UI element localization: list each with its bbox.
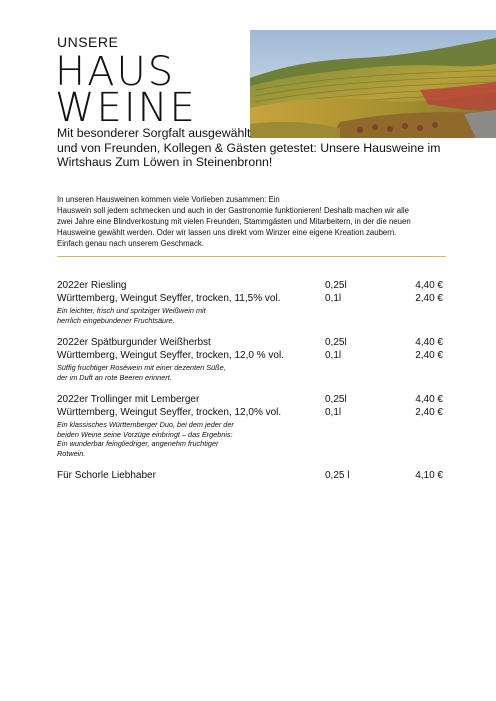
- desc-line: beiden Weine seine Vorzüge einbringt – das Ergebnis:: [57, 429, 233, 439]
- desc-line: der im Duft an rote Beeren erinnert.: [57, 372, 172, 382]
- body-line: In unseren Hausweinen kommen viele Vorlieben zusammen: Ein: [57, 195, 280, 204]
- schorle-name: Für Schorle Liebhaber: [57, 470, 156, 481]
- body-line: zwei Jahre eine Blindverkostung mit vielen Freunden, Stammgästen und Mitarbeitern, in der die neuen: [57, 217, 411, 226]
- wine-price: 2,40 €: [415, 293, 443, 304]
- wine-volume: 0,25l: [325, 394, 347, 405]
- wine-description: [57, 420, 447, 458]
- wine-entry-trollinger: [57, 393, 447, 458]
- body-line: Hausweine gewählt werden. Oder wir lassen uns direkt vom Winzer eine eigene Kreation zaubern.: [57, 228, 397, 237]
- desc-line: Ein leichter, frisch und spritziger Weißwein mit: [57, 306, 206, 315]
- wine-name: 2022er Riesling: [57, 280, 127, 291]
- wine-volume: 0,1l: [325, 350, 342, 361]
- desc-line: Süffig fruchtiger Roséwein mit einer dezenten Süße,: [57, 363, 226, 372]
- intro-line: Wirtshaus Zum Löwen in Steinenbronn!: [57, 155, 273, 169]
- intro-line: und von Freunden, Kollegen & Gästen getestet: Unsere Hausweine im: [57, 140, 441, 155]
- wine-description: [57, 363, 447, 382]
- desc-line: herrlich eingebundener Fruchtsäure.: [57, 315, 175, 325]
- wine-name: 2022er Spätburgunder Weißherbst: [57, 337, 211, 348]
- wine-volume: 0,25l: [325, 280, 347, 291]
- wine-detail: Württemberg, Weingut Seyffer, trocken, 12,0% vol.: [57, 407, 282, 418]
- wine-detail: Württemberg, Weingut Seyffer, trocken, 11,5% vol.: [57, 293, 281, 304]
- wine-price: 4,40 €: [415, 394, 443, 405]
- title-line-1: HAUS: [55, 49, 176, 95]
- wine-price: 4,40 €: [415, 337, 443, 348]
- desc-line: Rotwein.: [57, 448, 86, 458]
- wine-entry-spaetburgunder: [57, 336, 447, 382]
- wine-price: 4,40 €: [415, 280, 443, 291]
- desc-line: Ein klassisches Württemberger Duo, bei dem jeder der: [57, 420, 234, 429]
- wine-detail: Württemberg, Weingut Seyffer, trocken, 12,0 % vol.: [57, 350, 284, 361]
- title-line-2: WEINE: [55, 85, 197, 131]
- body-line: Einfach genau nach unserem Geschmack.: [57, 239, 204, 248]
- schorle-volume: 0,25 l: [325, 470, 350, 481]
- kicker-label: UNSERE: [57, 34, 119, 50]
- intro-line: Mit besonderer Sorgfalt ausgewählt: [57, 126, 251, 140]
- body-paragraph: [57, 194, 457, 249]
- wine-price: 2,40 €: [415, 407, 443, 418]
- vineyard-photo: [250, 30, 496, 138]
- intro-heading: [57, 126, 457, 170]
- wine-volume: 0,25l: [325, 337, 347, 348]
- wine-volume: 0,1l: [325, 293, 342, 304]
- desc-line: Ein wunderbar feingliedriger, angenehm fruchtiger: [57, 439, 219, 449]
- wine-description: [57, 306, 447, 325]
- schorle-entry: [57, 469, 447, 482]
- wine-name: 2022er Trollinger mit Lemberger: [57, 394, 200, 405]
- body-line: Hauswein soll jedem schmecken und auch in der Gastronomie funktionieren! Deshalb machen wir alle: [57, 206, 409, 215]
- wine-volume: 0,1l: [325, 407, 342, 418]
- schorle-price: 4,10 €: [415, 470, 443, 481]
- wine-entry-riesling: [57, 279, 447, 325]
- section-divider: [57, 256, 446, 257]
- wine-price: 2,40 €: [415, 350, 443, 361]
